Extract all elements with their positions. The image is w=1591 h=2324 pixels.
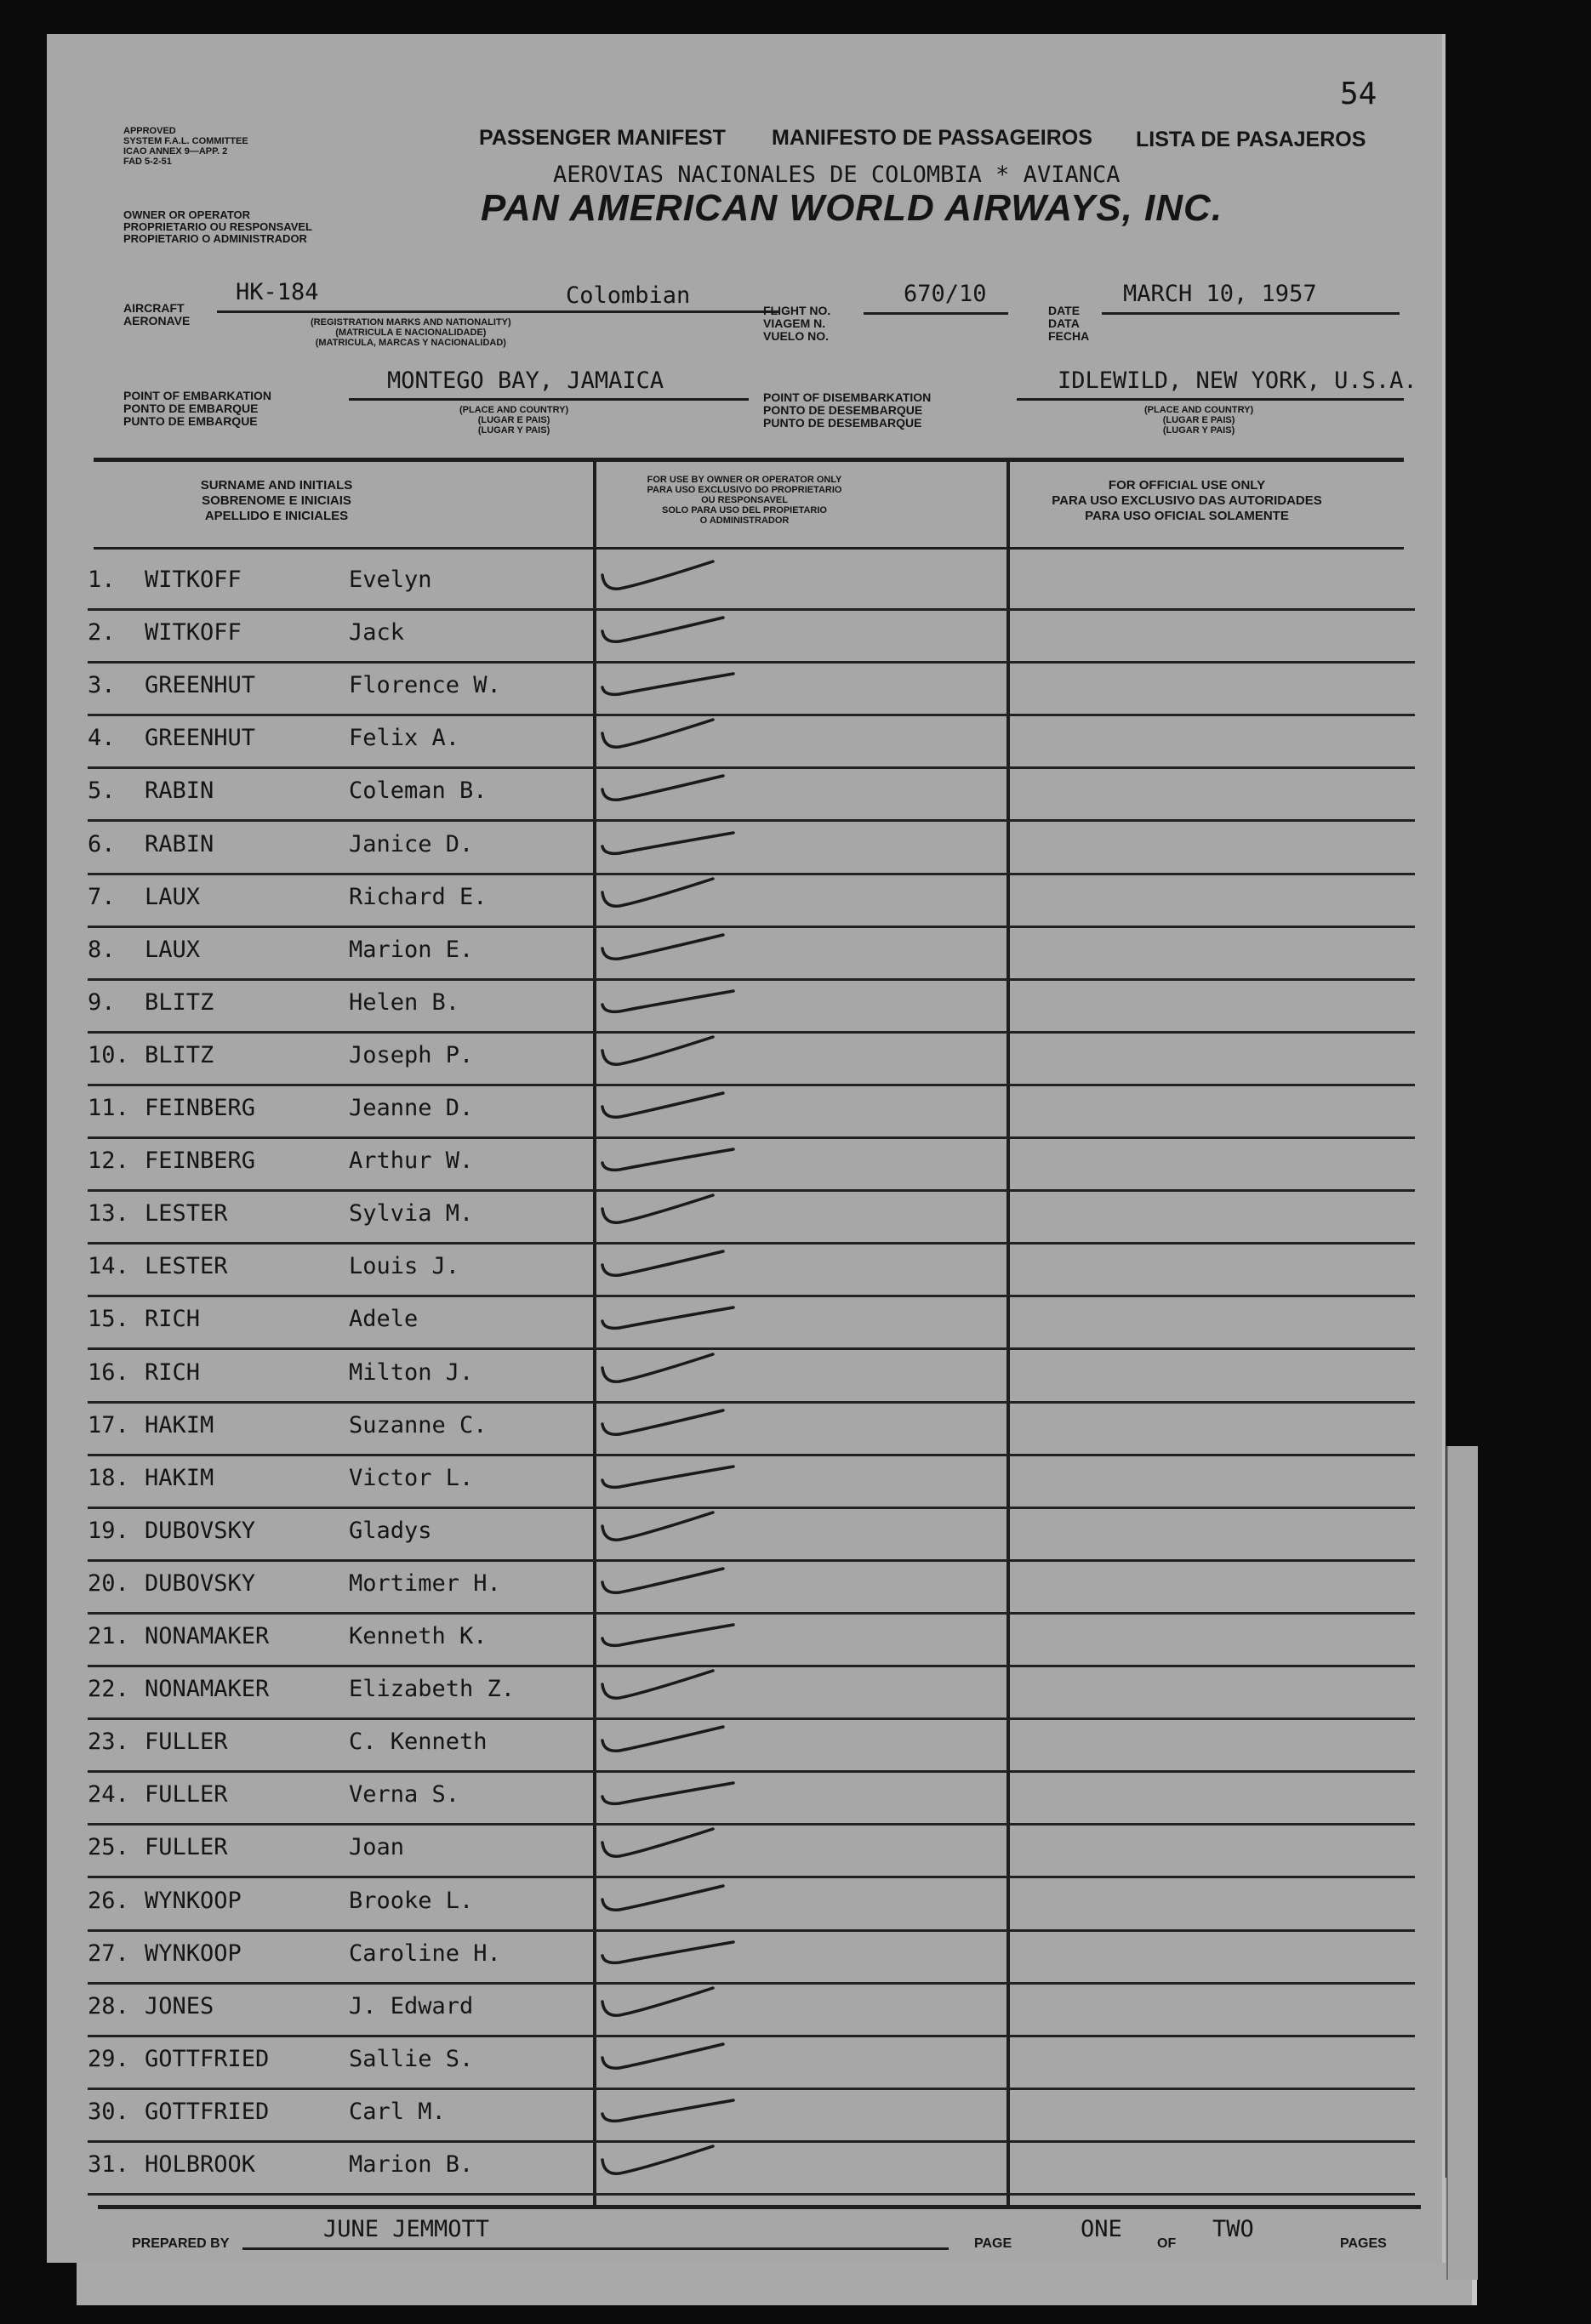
embarkation-caption	[459, 405, 568, 436]
check-mark-icon	[585, 1606, 756, 1666]
aircraft-underline	[217, 310, 778, 313]
passenger-number: 30.	[88, 2098, 129, 2125]
title-es: LISTA DE PASAJEROS	[1136, 128, 1366, 151]
passenger-given-name: Helen B.	[349, 988, 460, 1016]
passenger-number: 29.	[88, 2045, 129, 2072]
passenger-given-name: Marion B.	[349, 2151, 474, 2178]
row-rule	[88, 2193, 1415, 2196]
passenger-surname: FULLER	[145, 1834, 228, 1861]
passenger-surname: FULLER	[145, 1729, 228, 1756]
embarkation-underline	[349, 398, 749, 401]
check-mark-icon	[585, 2082, 756, 2141]
page-value: ONE	[1081, 2216, 1122, 2242]
passenger-given-name: J. Edward	[349, 1992, 474, 2019]
column-header-operator	[600, 475, 889, 526]
disembarkation-caption-es: (LUGAR Y PAIS)	[1162, 425, 1235, 436]
column-header-operator-line: SOLO PARA USO DEL PROPIETARIO	[662, 505, 827, 515]
of-value: TWO	[1212, 2216, 1254, 2242]
column-header-official-es: PARA USO OFICIAL SOLAMENTE	[1085, 509, 1289, 523]
passenger-given-name: Kenneth K.	[349, 1623, 488, 1649]
embarkation-caption-pt: (LUGAR E PAIS)	[477, 415, 550, 425]
date-label-pt: DATA	[1048, 316, 1080, 330]
pages-label: PAGES	[1340, 2236, 1387, 2251]
disembarkation-place: IDLEWILD, NEW YORK, U.S.A.	[1058, 367, 1417, 394]
passenger-number: 2.	[88, 619, 116, 647]
column-header-official-pt: PARA USO EXCLUSIVO DAS AUTORIDADES	[1052, 493, 1322, 508]
check-mark-icon	[585, 2029, 756, 2088]
passenger-given-name: Marion E.	[349, 936, 474, 963]
check-mark-icon	[585, 1448, 756, 1507]
prepared-by-underline	[242, 2247, 949, 2250]
approval-line: APPROVED	[123, 126, 176, 136]
passenger-surname: HAKIM	[145, 1411, 214, 1438]
passenger-number: 17.	[88, 1411, 129, 1438]
approval-line: SYSTEM F.A.L. COMMITTEE	[123, 136, 248, 146]
passenger-number: 20.	[88, 1569, 129, 1597]
date-label-en: DATE	[1048, 304, 1081, 317]
embarkation-caption-es: (LUGAR Y PAIS)	[477, 425, 550, 436]
passenger-given-name: Milton J.	[349, 1359, 474, 1386]
embarkation-caption-en: (PLACE AND COUNTRY)	[459, 405, 569, 415]
table-bottom-rule	[98, 2205, 1421, 2209]
check-mark-icon	[585, 1871, 756, 1930]
disembarkation-label-es: PUNTO DE DESEMBARQUE	[763, 416, 922, 430]
passenger-number: 11.	[88, 1095, 129, 1121]
check-mark-icon	[585, 1342, 756, 1402]
disembarkation-label-en: POINT OF DISEMBARKATION	[763, 390, 932, 404]
disembarkation-label-pt: PONTO DE DESEMBARQUE	[763, 403, 923, 417]
passenger-surname: WYNKOOP	[145, 1940, 242, 1967]
passenger-number: 21.	[88, 1623, 129, 1649]
column-header-names-en: SURNAME AND INITIALS	[200, 478, 353, 493]
page-number: 54	[1340, 77, 1377, 111]
passenger-given-name: C. Kenneth	[349, 1729, 488, 1756]
passenger-given-name: Suzanne C.	[349, 1411, 488, 1438]
passenger-surname: LESTER	[145, 1253, 228, 1280]
check-mark-icon	[585, 760, 756, 820]
passenger-surname: DUBOVSKY	[145, 1517, 256, 1544]
flight-label	[763, 305, 830, 343]
check-mark-icon	[585, 814, 756, 874]
passenger-surname: WYNKOOP	[145, 1887, 242, 1914]
check-mark-icon	[585, 550, 756, 609]
embarkation-label	[123, 390, 271, 428]
passenger-given-name: Coleman B.	[349, 778, 488, 805]
passenger-number: 13.	[88, 1200, 129, 1228]
aircraft-label	[123, 302, 190, 328]
check-mark-icon	[585, 972, 756, 1032]
passenger-surname: HOLBROOK	[145, 2151, 256, 2178]
passenger-number: 24.	[88, 1781, 129, 1809]
passenger-given-name: Jack	[349, 619, 405, 647]
passenger-number: 26.	[88, 1887, 129, 1914]
owner-label	[123, 209, 312, 245]
passenger-given-name: Florence W.	[349, 672, 501, 699]
passenger-surname: BLITZ	[145, 1041, 214, 1068]
passenger-number: 25.	[88, 1834, 129, 1861]
operator-name: AEROVIAS NACIONALES DE COLOMBIA * AVIANCA	[553, 162, 1121, 188]
passenger-surname: DUBOVSKY	[145, 1569, 256, 1597]
check-mark-icon	[585, 1923, 756, 1983]
column-header-operator-line: OU RESPONSAVEL	[701, 495, 788, 505]
column-header-names-pt: SOBRENOME E INICIAIS	[202, 493, 351, 508]
passenger-given-name: Gladys	[349, 1517, 432, 1544]
passenger-given-name: Sylvia M.	[349, 1200, 474, 1228]
embarkation-place: MONTEGO BAY, JAMAICA	[387, 367, 664, 394]
passenger-number: 6.	[88, 830, 116, 857]
passenger-given-name: Richard E.	[349, 883, 488, 910]
passenger-given-name: Felix A.	[349, 725, 460, 752]
prepared-by-label: PREPARED BY	[132, 2236, 230, 2251]
approval-block	[123, 126, 248, 167]
passenger-given-name: Carl M.	[349, 2098, 446, 2125]
passenger-number: 3.	[88, 672, 116, 699]
disembarkation-label	[763, 391, 931, 430]
check-mark-icon	[585, 602, 756, 662]
passenger-surname: RABIN	[145, 830, 214, 857]
disembarkation-caption-en: (PLACE AND COUNTRY)	[1144, 405, 1254, 415]
check-mark-icon	[585, 1395, 756, 1455]
owner-label-es: PROPIETARIO O ADMINISTRADOR	[123, 232, 307, 245]
passenger-number: 22.	[88, 1676, 129, 1703]
passenger-given-name: Elizabeth Z.	[349, 1676, 516, 1703]
date-underline	[1102, 312, 1400, 315]
aircraft-registration: HK-184	[236, 279, 319, 305]
passenger-given-name: Arthur W.	[349, 1148, 474, 1175]
approval-line: ICAO ANNEX 9—APP. 2	[123, 146, 228, 157]
check-mark-icon	[585, 1976, 756, 2036]
check-mark-icon	[585, 867, 756, 926]
check-mark-icon	[585, 1236, 756, 1296]
embarkation-label-es: PUNTO DE EMBARQUE	[123, 414, 258, 428]
owner-label-en: OWNER OR OPERATOR	[123, 208, 251, 221]
carrier-name: PAN AMERICAN WORLD AIRWAYS, INC.	[481, 187, 1223, 229]
passenger-surname: LAUX	[145, 883, 201, 910]
passenger-surname: GREENHUT	[145, 672, 256, 699]
manifest-sheet	[47, 34, 1442, 2263]
title-en: PASSENGER MANIFEST	[479, 126, 726, 150]
embarkation-label-pt: PONTO DE EMBARQUE	[123, 402, 259, 415]
table-top-rule	[94, 458, 1404, 462]
passenger-number: 9.	[88, 988, 116, 1016]
check-mark-icon	[585, 1183, 756, 1243]
passenger-given-name: Mortimer H.	[349, 1569, 501, 1597]
passenger-surname: LAUX	[145, 936, 201, 963]
passenger-surname: FEINBERG	[145, 1148, 256, 1175]
passenger-number: 18.	[88, 1464, 129, 1491]
passenger-number: 28.	[88, 1992, 129, 2019]
registration-caption	[311, 317, 511, 348]
passenger-surname: WITKOFF	[145, 619, 242, 647]
check-mark-icon	[585, 1289, 756, 1348]
registration-caption-es: (MATRICULA, MARCAS Y NACIONALIDAD)	[315, 338, 506, 348]
passenger-given-name: Verna S.	[349, 1781, 460, 1809]
passenger-number: 12.	[88, 1148, 129, 1175]
passenger-number: 1.	[88, 567, 116, 593]
check-mark-icon	[585, 1764, 756, 1824]
flight-number: 670/10	[904, 281, 987, 307]
passenger-number: 4.	[88, 725, 116, 752]
passenger-number: 5.	[88, 778, 116, 805]
check-mark-icon	[585, 1712, 756, 1771]
passenger-number: 8.	[88, 936, 116, 963]
passenger-surname: FEINBERG	[145, 1095, 256, 1121]
check-mark-icon	[585, 1025, 756, 1085]
check-mark-icon	[585, 1553, 756, 1613]
passenger-surname: BLITZ	[145, 988, 214, 1016]
passenger-given-name: Joseph P.	[349, 1041, 474, 1068]
passenger-surname: LESTER	[145, 1200, 228, 1228]
column-header-official-en: FOR OFFICIAL USE ONLY	[1108, 478, 1266, 493]
passenger-given-name: Louis J.	[349, 1253, 460, 1280]
passenger-surname: WITKOFF	[145, 567, 242, 593]
passenger-number: 31.	[88, 2151, 129, 2178]
passenger-surname: HAKIM	[145, 1464, 214, 1491]
disembarkation-underline	[1017, 398, 1404, 401]
passenger-surname: RABIN	[145, 778, 214, 805]
passenger-number: 23.	[88, 1729, 129, 1756]
column-header-operator-line: O ADMINISTRADOR	[699, 515, 790, 526]
disembarkation-caption	[1144, 405, 1253, 436]
passenger-surname: RICH	[145, 1306, 201, 1333]
date-label-es: FECHA	[1048, 329, 1090, 343]
passenger-number: 15.	[88, 1306, 129, 1333]
passenger-number: 16.	[88, 1359, 129, 1386]
passenger-number: 10.	[88, 1041, 129, 1068]
flight-label-es: VUELO NO.	[763, 329, 830, 343]
passenger-given-name: Sallie S.	[349, 2045, 474, 2072]
check-mark-icon	[585, 2134, 756, 2194]
embarkation-label-en: POINT OF EMBARKATION	[123, 389, 271, 402]
flight-underline	[864, 312, 1008, 315]
registration-caption-pt: (MATRICULA E NACIONALIDADE)	[335, 328, 487, 338]
passenger-given-name: Caroline H.	[349, 1940, 501, 1967]
column-header-names-es: APELLIDO E INICIALES	[204, 509, 349, 523]
check-mark-icon	[585, 1501, 756, 1560]
column-header-operator-line: FOR USE BY OWNER OR OPERATOR ONLY	[647, 475, 842, 485]
owner-label-pt: PROPRIETARIO OU RESPONSAVEL	[123, 220, 312, 233]
passenger-surname: NONAMAKER	[145, 1676, 270, 1703]
passenger-surname: GREENHUT	[145, 725, 256, 752]
prepared-by-name: JUNE JEMMOTT	[323, 2216, 490, 2242]
check-mark-icon	[585, 708, 756, 767]
of-label: OF	[1157, 2236, 1177, 2251]
column-header-names	[132, 478, 421, 524]
passenger-surname: GOTTFRIED	[145, 2045, 270, 2072]
disembarkation-caption-pt: (LUGAR E PAIS)	[1162, 415, 1235, 425]
page-label: PAGE	[974, 2236, 1012, 2251]
check-mark-icon	[585, 1817, 756, 1877]
passenger-given-name: Evelyn	[349, 567, 432, 593]
approval-line: FAD 5-2-51	[123, 157, 172, 167]
check-mark-icon	[585, 1078, 756, 1137]
passenger-surname: FULLER	[145, 1781, 228, 1809]
passenger-number: 27.	[88, 1940, 129, 1967]
passenger-surname: RICH	[145, 1359, 201, 1386]
check-mark-icon	[585, 1659, 756, 1718]
passenger-given-name: Brooke L.	[349, 1887, 474, 1914]
passenger-surname: NONAMAKER	[145, 1623, 270, 1649]
passenger-number: 19.	[88, 1517, 129, 1544]
passenger-given-name: Adele	[349, 1306, 419, 1333]
passenger-given-name: Jeanne D.	[349, 1095, 474, 1121]
aircraft-nationality: Colombian	[566, 282, 691, 309]
passenger-row	[88, 2143, 1415, 2196]
aircraft-label-en: AIRCRAFT	[123, 301, 185, 315]
check-mark-icon	[585, 920, 756, 979]
passenger-given-name: Victor L.	[349, 1464, 474, 1491]
passenger-number: 14.	[88, 1253, 129, 1280]
passenger-surname: JONES	[145, 1992, 214, 2019]
aircraft-label-pt: AERONAVE	[123, 314, 191, 328]
column-header-operator-line: PARA USO EXCLUSIVO DO PROPRIETARIO	[647, 485, 842, 495]
passenger-number: 7.	[88, 883, 116, 910]
flight-date: MARCH 10, 1957	[1123, 281, 1317, 307]
flight-label-pt: VIAGEM N.	[763, 316, 826, 330]
flight-label-en: FLIGHT NO.	[763, 304, 831, 317]
passenger-surname: GOTTFRIED	[145, 2098, 270, 2125]
adjacent-page-edge	[1446, 1446, 1478, 2280]
check-mark-icon	[585, 1131, 756, 1190]
passenger-given-name: Janice D.	[349, 830, 474, 857]
registration-caption-en: (REGISTRATION MARKS AND NATIONALITY)	[311, 317, 511, 328]
title-pt: MANIFESTO DE PASSAGEIROS	[772, 126, 1092, 150]
check-mark-icon	[585, 655, 756, 715]
column-header-official	[1017, 478, 1357, 524]
passenger-given-name: Joan	[349, 1834, 405, 1861]
date-label	[1048, 305, 1089, 343]
